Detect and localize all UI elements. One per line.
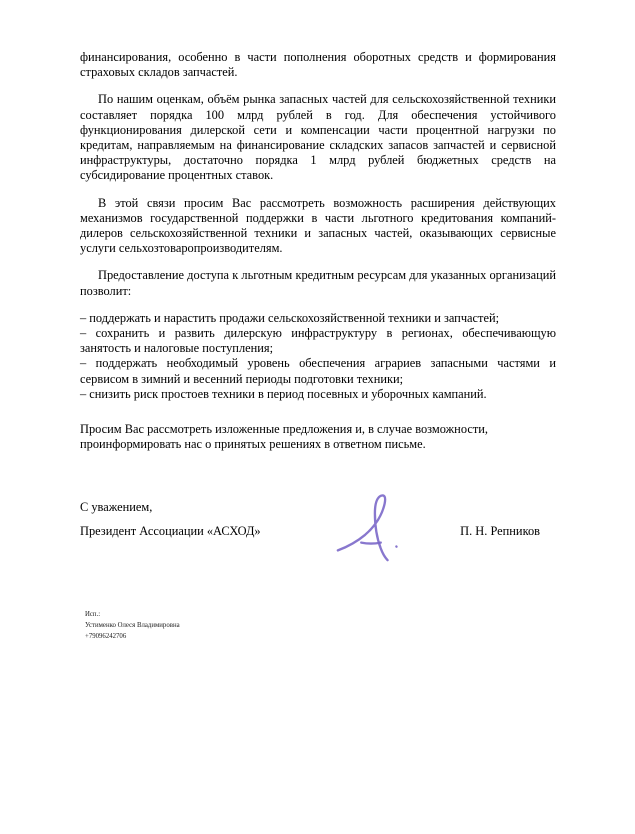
body-paragraph: По нашим оценкам, объём рынка запасных частей для сельскохозяйственной техники составляет порядка 100 млрд рублей в год. Для обеспечения устойчивого функционирования дилерской сети и компенсации части процентной нагрузки по кредитам, направляемым на финансирование складских запасов запчастей и сервисной инфраструктуры, достаточно порядка 1 млрд рублей бюджетных средств на субсидирование процентных ставок. (80, 92, 556, 183)
executor-info (85, 609, 556, 642)
body-paragraph: Предоставление доступа к льготным кредитным ресурсам для указанных организаций позволит: (80, 268, 556, 298)
closing-paragraph: Просим Вас рассмотреть изложенные предложения и, в случае возможности, проинформировать нас о принятых решениях в ответном письме. (80, 422, 488, 452)
signer-title: Президент Ассоциации «АСХОД» (80, 523, 261, 538)
signer-row (80, 524, 556, 539)
body-paragraph: финансирования, особенно в части пополнения оборотных средств и формирования страховых складов запчастей. (80, 50, 556, 80)
executor-label: Исп.: (85, 610, 101, 618)
list-item: – снизить риск простоев техники в период посевных и уборочных кампаний. (80, 386, 487, 401)
list-item: – сохранить и развить дилерскую инфраструктуру в регионах, обеспечивающую занятость и налоговые поступления; (80, 326, 556, 356)
body-paragraph: В этой связи просим Вас рассмотреть возможность расширения действующих механизмов государственной поддержки в части льготного кредитования компаний-дилеров сельскохозяйственной техники и запасных частей, оказывающих сервисные услуги сельхозтоваропроизводителям. (80, 195, 556, 256)
list-item: – поддержать необходимый уровень обеспечения аграриев запасными частями и сервисом в зимний и весенний периоды подготовки техники; (80, 356, 556, 386)
signature-stroke (361, 543, 381, 544)
list-item: – поддержать и нарастить продажи сельскохозяйственной техники и запчастей; (80, 310, 500, 325)
signer-name: П. Н. Репников (460, 523, 540, 538)
dash-list (80, 311, 556, 402)
executor-name: Устименко Олеся Владимировна (85, 621, 180, 629)
executor-phone: +79096242706 (85, 632, 127, 640)
signature-block (80, 500, 556, 538)
regards-line: С уважением, (80, 500, 153, 515)
